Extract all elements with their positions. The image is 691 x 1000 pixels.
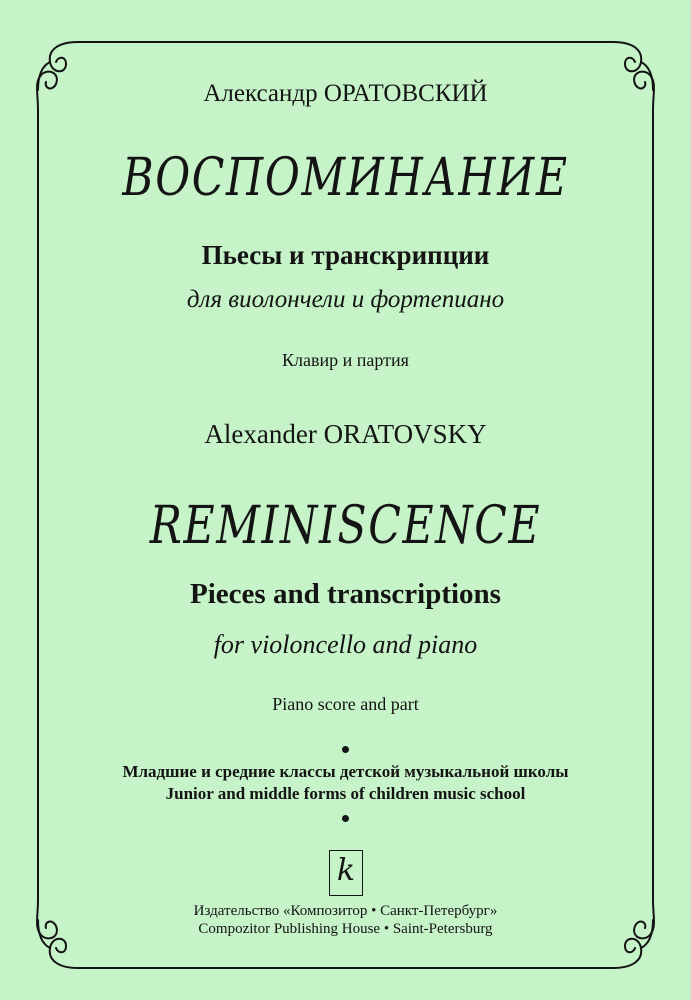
edition-en: Piano score and part: [272, 694, 419, 714]
publisher-logo-icon: [329, 850, 363, 896]
title-en: REMINISCENCE: [149, 496, 542, 556]
bullet-icon: [342, 746, 349, 753]
publisher-logo-letter: k: [336, 853, 356, 888]
subtitle-ru: Пьесы и транскрипции: [201, 240, 490, 270]
publisher-ru: Издательство «Композитор • Санкт-Петербург»: [193, 903, 498, 919]
author-name-ru: Александр ОРАТОВСКИЙ: [203, 80, 488, 107]
level-en: Junior and middle forms of children music school: [165, 784, 526, 803]
title-ru: ВОСПОМИНАНИЕ: [122, 148, 569, 208]
instrumentation-ru: для виолончели и фортепиано: [186, 286, 505, 313]
bullet-icon: [342, 815, 349, 822]
level-ru: Младшие и средние классы детской музыкальной школы: [122, 762, 569, 781]
instrumentation-en: for violoncello and piano: [213, 630, 478, 659]
publisher-en: Compozitor Publishing House • Saint-Petersburg: [198, 921, 493, 937]
edition-ru: Клавир и партия: [282, 350, 409, 370]
subtitle-en: Pieces and transcriptions: [190, 578, 501, 610]
author-name-en: Alexander ORATOVSKY: [204, 419, 487, 449]
